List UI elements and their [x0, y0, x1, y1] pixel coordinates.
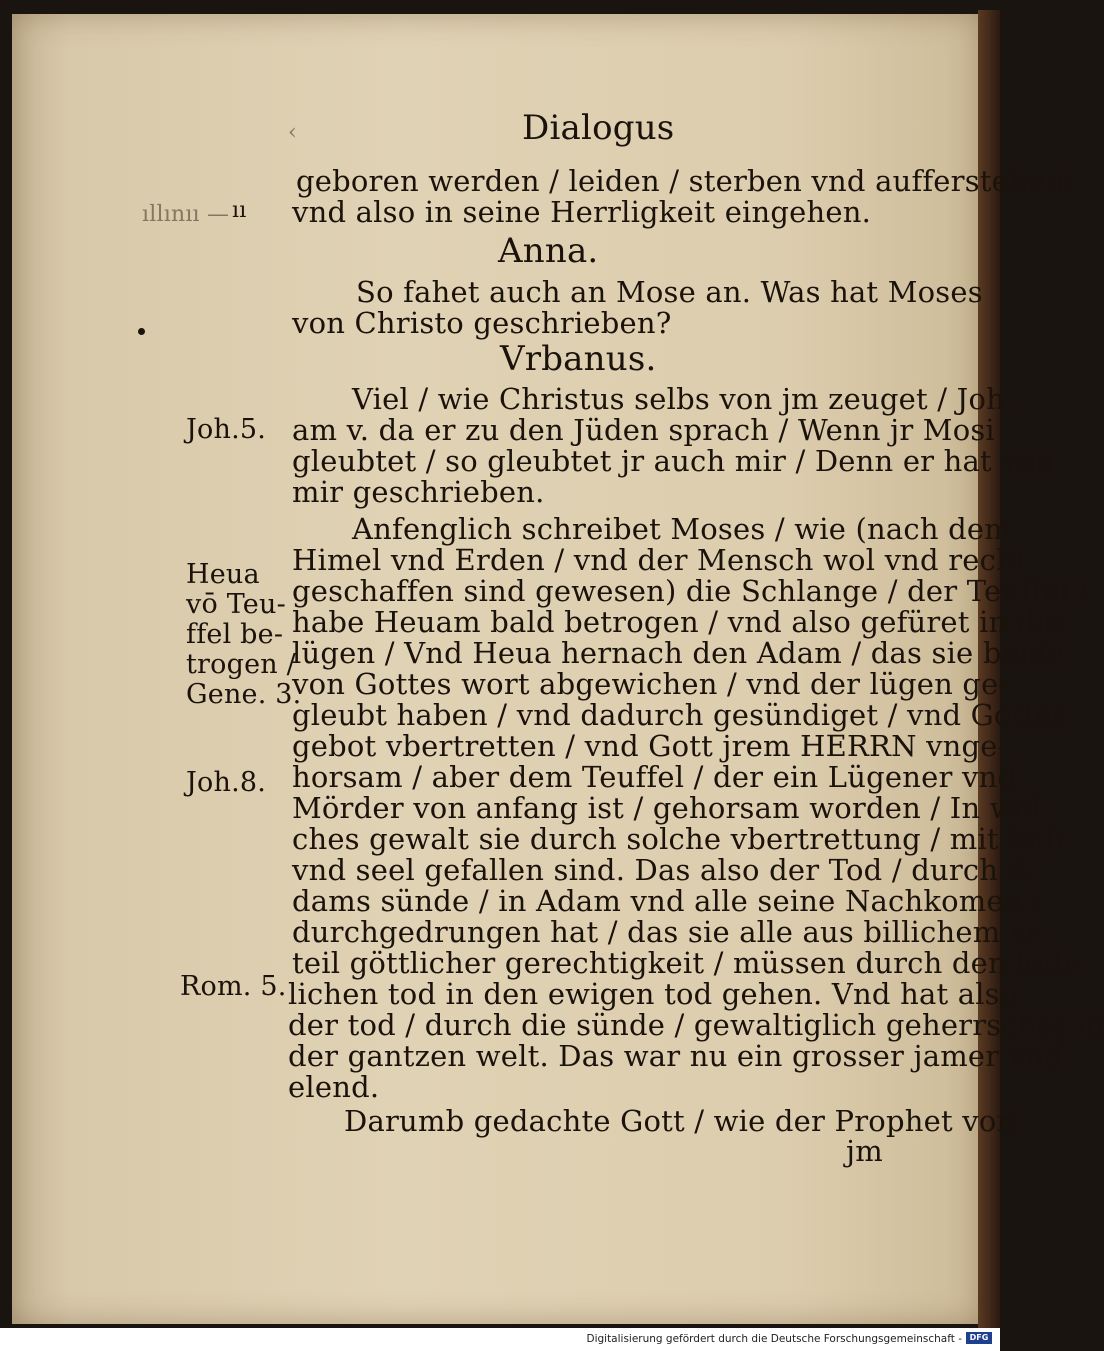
page-title: Dialogus	[522, 108, 675, 148]
margin-note-joh5: Joh.5.	[186, 414, 267, 445]
margin-note-heua: Heua	[186, 559, 260, 590]
text-line: von Gottes wort abgewichen / vnd der lügen ge-	[292, 667, 1009, 701]
text-line: durchgedrungen hat / das sie alle aus billichem vr-	[292, 915, 1051, 949]
margin-note-heua: trogen /	[186, 649, 296, 680]
text-line: der gantzen welt. Das war nu ein grosser jamer vnd	[288, 1039, 1063, 1073]
marginal-marker: ıı	[232, 198, 247, 223]
text-line: elend.	[288, 1070, 380, 1104]
text-line: ches gewalt sie durch solche vbertrettung / mit leib	[292, 822, 1064, 856]
text-line: von Christo geschrieben?	[292, 306, 672, 340]
text-line: Viel / wie Christus selbs von jm zeuget / Joh.	[352, 382, 1015, 416]
text-line: lichen tod in den ewigen tod gehen. Vnd hat also	[288, 977, 1018, 1011]
catchword: jm	[846, 1134, 883, 1168]
dfg-logo-icon: DFG	[966, 1332, 992, 1344]
speaker-urbanus: Vrbanus.	[500, 339, 657, 379]
header-mark: ‹	[288, 120, 297, 145]
ink-dot	[138, 328, 145, 335]
text-line: gleubt haben / vnd dadurch gesündiget / vnd Gottes	[292, 698, 1068, 732]
text-line: Mörder von anfang ist / gehorsam worden / In wel-	[292, 791, 1052, 825]
text-line: vnd seel gefallen sind. Das also der Tod / durch A-	[292, 853, 1039, 887]
text-line: Anfenglich schreibet Moses / wie (nach dem	[352, 512, 1012, 546]
text-line: mir geschrieben.	[292, 475, 545, 509]
footer-credit: Digitalisierung gefördert durch die Deutsche Forschungsgemeinschaft -	[586, 1333, 962, 1345]
text-line: geboren werden / leiden / sterben vnd aufferstehen/	[296, 164, 1075, 198]
faint-marginal-scribble: ıllınıı —	[142, 202, 230, 227]
text-line: der tod / durch die sünde / gewaltiglich geherrschet in	[288, 1008, 1104, 1042]
text-line: horsam / aber dem Teuffel / der ein Lügener vnd	[292, 760, 1017, 794]
text-line: Himel vnd Erden / vnd der Mensch wol vnd recht	[292, 543, 1027, 577]
text-line: teil göttlicher gerechtigkeit / müssen durch den leib-	[292, 946, 1082, 980]
text-line: Darumb gedachte Gott / wie der Prophet von	[344, 1104, 1016, 1138]
margin-note-gene3: Gene. 3.	[186, 679, 302, 710]
text-line: gebot vbertretten / vnd Gott jrem HERRN vnge-	[292, 729, 1008, 763]
text-line: dams sünde / in Adam vnd alle seine Nachkomen /	[292, 884, 1043, 918]
margin-note-heua: ffel be-	[186, 619, 284, 650]
margin-note-heua: vō Teu-	[186, 589, 286, 620]
text-line: geschaffen sind gewesen) die Schlange / der Teuffel /	[292, 574, 1089, 608]
text-line: So fahet auch an Mose an. Was hat Moses	[356, 275, 983, 309]
speaker-anna: Anna.	[498, 231, 599, 271]
text-line: lügen / Vnd Heua hernach den Adam / das sie beide	[292, 636, 1065, 670]
text-line: vnd also in seine Herrligkeit eingehen.	[292, 195, 872, 229]
text-line: gleubtet / so gleubtet jr auch mir / Denn er hat von	[292, 444, 1055, 478]
text-line: am v. da er zu den Jüden sprach / Wenn jr Mosi	[292, 413, 995, 447]
margin-note-rom5: Rom. 5.	[180, 971, 287, 1002]
margin-note-joh8: Joh.8.	[186, 767, 267, 798]
text-line: habe Heuam bald betrogen / vnd also gefüret in die	[292, 605, 1063, 639]
